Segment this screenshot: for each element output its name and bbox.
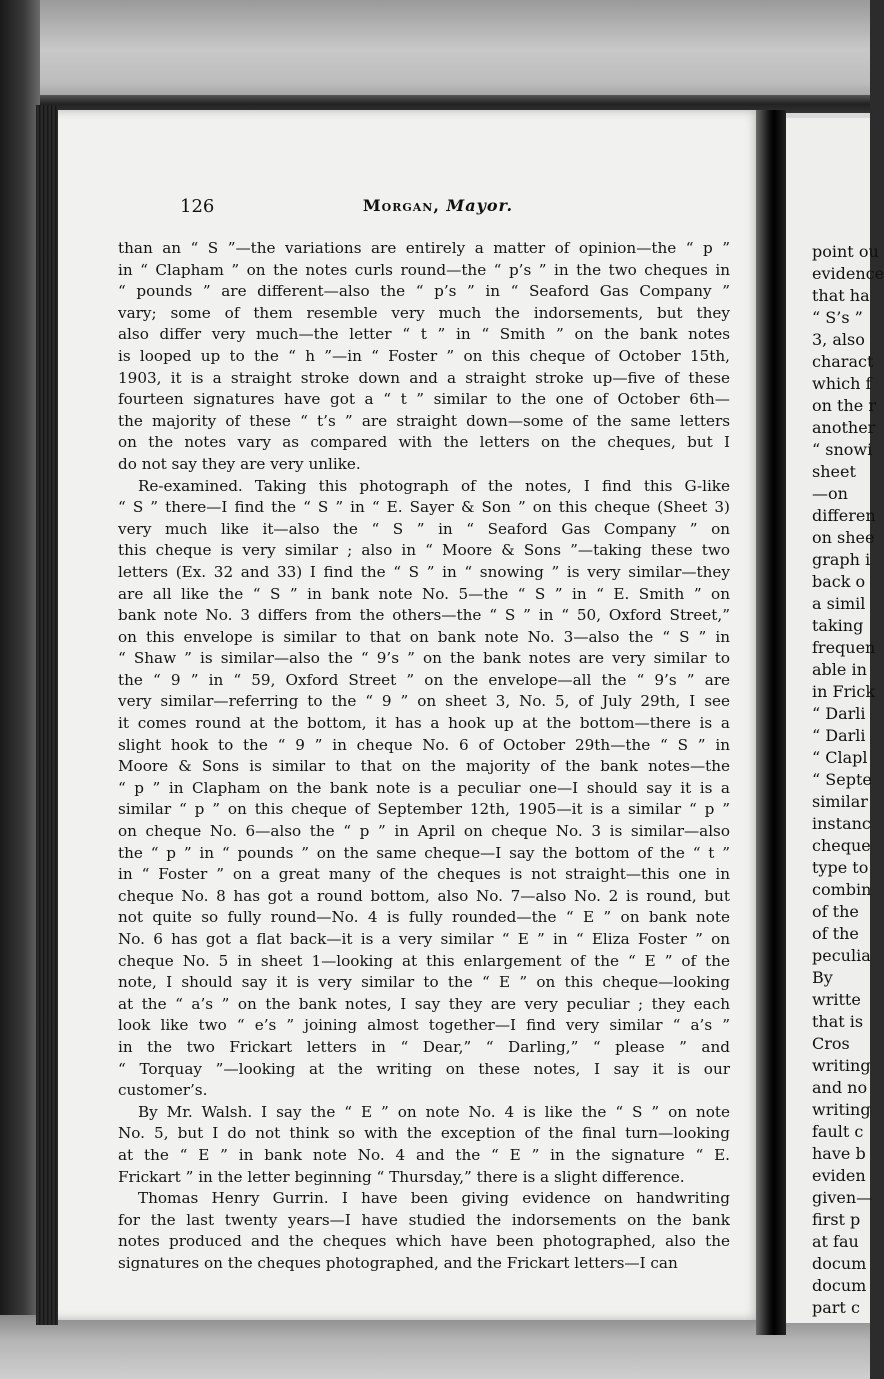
right-page-line: Cros (812, 1034, 850, 1053)
page-stack-edge (36, 105, 58, 1325)
text-line: “ Shaw ” is similar—also the “ 9’s ” on the bank notes are very similar to (118, 649, 730, 668)
right-page-line: docum (812, 1276, 867, 1295)
text-line: very much like it—also the “ S ” in “ Seaford Gas Company ” on (118, 519, 730, 538)
text-line: do not say they are very unlike. (118, 454, 361, 473)
text-line: the majority of these “ t’s ” are straight down—some of the same letters (118, 411, 730, 430)
right-page-line: first p (812, 1210, 861, 1229)
right-page-line: combin (812, 880, 872, 899)
page-number: 126 (180, 196, 215, 217)
right-page-line: and no (812, 1078, 868, 1097)
right-page-line: 3, also (812, 330, 865, 349)
text-line: cheque No. 5 in sheet 1—looking at this enlargement of the “ E ” of the (118, 951, 730, 970)
right-page-line: graph i (812, 550, 871, 569)
right-page-line: a simil (812, 594, 866, 613)
text-line: in “ Clapham ” on the notes curls round—the “ p’s ” in the two cheques in (118, 260, 730, 279)
right-page-line: charact (812, 352, 874, 371)
right-page-line: part c (812, 1298, 860, 1317)
page-title-italic: Mayor. (446, 196, 514, 215)
text-line: similar “ p ” on this cheque of September 12th, 1905—it is a similar “ p ” (118, 800, 730, 819)
text-line: cheque No. 8 has got a round bottom, also No. 7—also No. 2 is round, but (118, 886, 730, 905)
text-line: slight hook to the “ 9 ” in cheque No. 6 of October 29th—the “ S ” in (118, 735, 730, 754)
text-line: at the “ a’s ” on the bank notes, I say they are very peculiar ; they each (118, 994, 730, 1013)
scan-top-margin (0, 0, 870, 110)
text-line: on this envelope is similar to that on bank note No. 3—also the “ S ” in (118, 627, 730, 646)
right-page-line: that is (812, 1012, 864, 1031)
text-line: it comes round at the bottom, it has a hook up at the bottom—there is a (118, 714, 730, 733)
text-line: is looped up to the “ h ”—in “ Foster ” on this cheque of October 15th, (118, 346, 730, 365)
right-page-line: “ Clapl (812, 748, 868, 767)
text-line: vary; some of them resemble very much the indorsements, but they (118, 303, 730, 322)
right-page-line: of the (812, 924, 859, 943)
right-page-line: “ Darli (812, 704, 866, 723)
book-left-edge (0, 0, 40, 1379)
text-line: Frickart ” in the letter beginning “ Thursday,” there is a slight difference. (118, 1167, 685, 1186)
right-page-line: frequen (812, 638, 876, 657)
text-line: in “ Foster ” on a great many of the cheques is not straight—this one in (118, 865, 730, 884)
text-line: Moore & Sons is similar to that on the majority of the bank notes—the (118, 757, 730, 776)
right-page-line: “ Darli (812, 726, 866, 745)
text-line: in the two Frickart letters in “ Dear,” “ Darling,” “ please ” and (118, 1037, 730, 1056)
text-line: Thomas Henry Gurrin. I have been giving evidence on handwriting (138, 1189, 730, 1208)
right-page-line: given— (812, 1188, 873, 1207)
right-page-line: back o (812, 572, 866, 591)
right-page-line: similar (812, 792, 868, 811)
text-line: look like two “ e’s ” joining almost together—I find very similar “ a’s ” (118, 1016, 730, 1035)
running-head (118, 196, 758, 222)
right-page-line: able in (812, 660, 867, 679)
text-line: notes produced and the cheques which have been photographed, also the (118, 1232, 730, 1251)
text-line: on the notes vary as compared with the letters on the cheques, but I (118, 433, 730, 452)
right-page-line: writing (812, 1100, 871, 1119)
text-line: fourteen signatures have got a “ t ” similar to the one of October 6th— (118, 390, 730, 409)
right-page-line: peculia (812, 946, 871, 965)
page-title (118, 196, 758, 215)
text-line: note, I should say it is very similar to the “ E ” on this cheque—looking (118, 973, 730, 992)
text-line: on cheque No. 6—also the “ p ” in April on cheque No. 3 is similar—also (118, 822, 730, 841)
text-line: the “ p ” in “ pounds ” on the same cheque—I say the bottom of the “ t ” (118, 843, 730, 862)
page-title-main: Morgan, (362, 196, 440, 215)
right-page-line: taking (812, 616, 864, 635)
text-line: are all like the “ S ” in bank note No. 5—the “ S ” in “ E. Smith ” on (118, 584, 730, 603)
right-page-line: writing (812, 1056, 871, 1075)
right-page-line: instanc (812, 814, 871, 833)
text-line: bank note No. 3 differs from the others—the “ S ” in “ 50, Oxford Street,” (118, 606, 730, 625)
text-line: No. 6 has got a flat back—it is a very similar “ E ” in “ Eliza Foster ” on (118, 930, 730, 948)
right-page-line: in Frick (812, 682, 876, 701)
right-page-line: point ou (812, 242, 879, 261)
right-page-line: sheet (812, 462, 856, 481)
right-page-line: another (812, 418, 876, 437)
right-page-line: docum (812, 1254, 867, 1273)
right-page-line: on shee (812, 528, 875, 547)
right-page-line: —on (812, 484, 848, 503)
text-line: customer’s. (118, 1081, 208, 1100)
right-page-line: By (812, 968, 833, 987)
text-line: for the last twenty years—I have studied the indorsements on the bank (118, 1210, 730, 1229)
right-page-line: “ Septe (812, 770, 872, 789)
text-line: this cheque is very similar ; also in “ Moore & Sons ”—taking these two (118, 541, 730, 560)
text-line: not quite so fully round—No. 4 is fully rounded—the “ E ” on bank note (118, 908, 730, 927)
right-page-line: on the r (812, 396, 876, 415)
scan-bottom-margin (0, 1315, 870, 1379)
right-page-line: type to (812, 858, 869, 877)
text-line: “ p ” in Clapham on the bank note is a peculiar one—I should say it is a (118, 778, 730, 797)
text-line: No. 5, but I do not think so with the exception of the final turn—looking (118, 1124, 730, 1143)
text-line: at the “ E ” in bank note No. 4 and the “ E ” in the signature “ E. (118, 1145, 730, 1164)
right-page-line: “ snowi (812, 440, 873, 459)
right-page-line: fault c (812, 1122, 864, 1141)
text-line: than an “ S ”—the variations are entirely a matter of opinion—the “ p ” (118, 239, 730, 257)
right-page-line: have b (812, 1144, 866, 1163)
right-page-line: that ha (812, 286, 870, 305)
right-page-line: “ S’s ” (812, 308, 863, 327)
right-page-line: of the (812, 902, 859, 921)
page-body-text (118, 238, 730, 1275)
text-line: 1903, it is a straight stroke down and a straight stroke up—five of these (118, 368, 730, 387)
right-page-line: evidence (812, 264, 884, 283)
right-page-line: at fau (812, 1232, 859, 1251)
text-line: Re-examined. Taking this photograph of the notes, I find this G-like (138, 476, 730, 495)
text-line: the “ 9 ” in “ 59, Oxford Street ” on the envelope—all the “ 9’s ” are (118, 670, 730, 689)
text-line: also differ very much—the letter “ t ” in “ Smith ” on the bank notes (118, 325, 730, 344)
right-page-line: which f (812, 374, 872, 393)
text-line: “ S ” there—I find the “ S ” in “ E. Sayer & Son ” on this cheque (Sheet 3) (118, 498, 730, 517)
text-line: very similar—referring to the “ 9 ” on sheet 3, No. 5, of July 29th, I see (118, 692, 730, 711)
text-line: “ Torquay ”—looking at the writing on these notes, I say it is our (118, 1059, 730, 1078)
right-page-line: eviden (812, 1166, 866, 1185)
left-page-content (56, 110, 761, 1320)
text-line: letters (Ex. 32 and 33) I find the “ S ” in “ snowing ” is very similar—they (118, 562, 730, 581)
text-line: “ pounds ” are different—also the “ p’s ” in “ Seaford Gas Company ” (118, 282, 730, 301)
text-line: By Mr. Walsh. I say the “ E ” on note No. 4 is like the “ S ” on note (138, 1102, 730, 1121)
right-page-line: writte (812, 990, 861, 1009)
text-line: signatures on the cheques photographed, and the Frickart letters—I can (118, 1253, 678, 1272)
right-page-line: differen (812, 506, 876, 525)
right-page-line: cheque (812, 836, 871, 855)
